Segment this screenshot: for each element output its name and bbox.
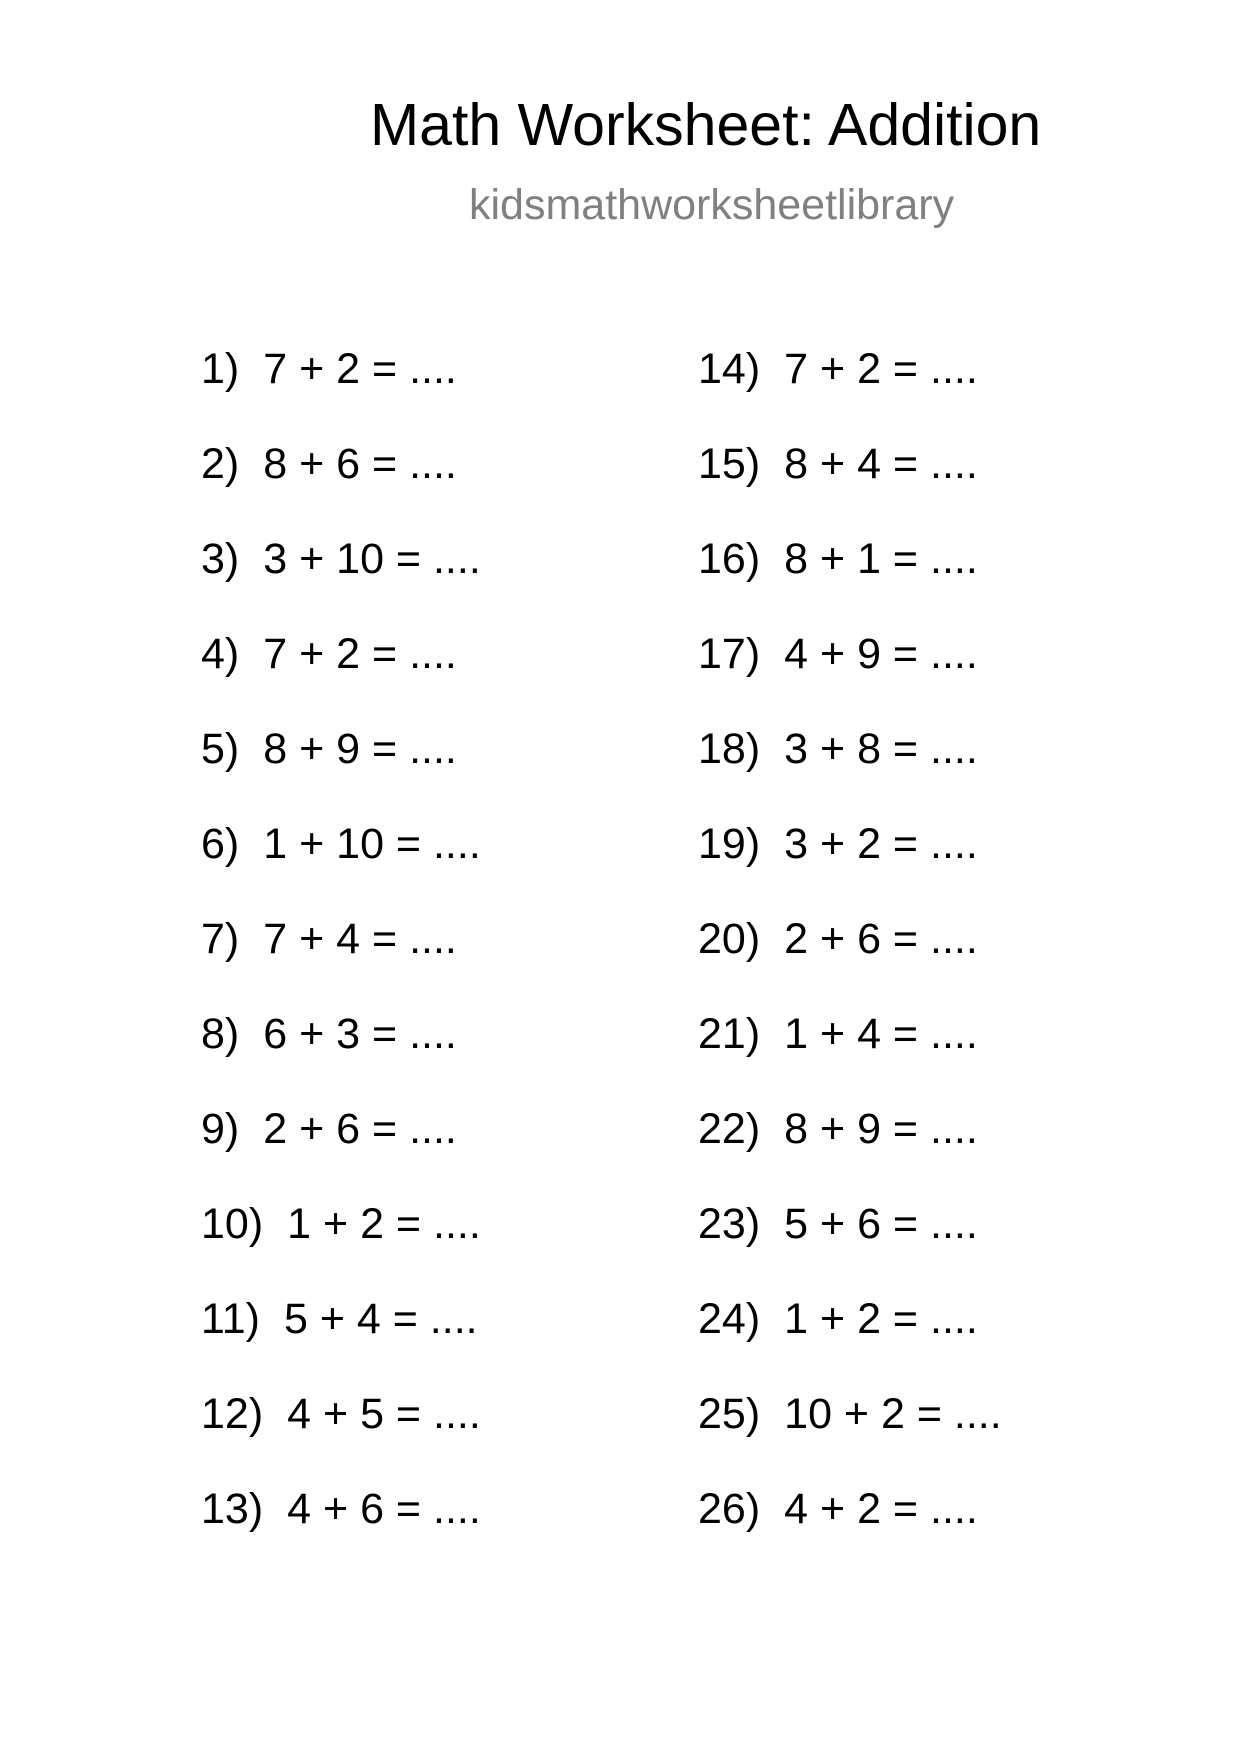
problem-expression: 6 + 3 = .... xyxy=(263,1010,457,1058)
problem-number: 20) xyxy=(698,915,761,963)
problem-number: 16) xyxy=(698,535,761,583)
problem-expression: 4 + 5 = .... xyxy=(287,1390,481,1438)
problem-expression: 1 + 4 = .... xyxy=(784,1010,978,1058)
problem-number: 12) xyxy=(201,1390,264,1438)
page-subtitle: kidsmathworksheetlibrary xyxy=(469,181,955,229)
problem-number: 2) xyxy=(201,440,240,488)
problem-number: 25) xyxy=(698,1390,761,1438)
problem-item xyxy=(698,1295,1002,1393)
problem-expression: 1 + 2 = .... xyxy=(784,1295,978,1343)
problem-number: 18) xyxy=(698,725,761,773)
problem-expression: 7 + 2 = .... xyxy=(263,630,457,678)
problem-item xyxy=(201,1010,481,1108)
problem-number: 14) xyxy=(698,345,761,393)
problem-number: 1) xyxy=(201,345,240,393)
problem-item xyxy=(201,345,481,443)
problem-item xyxy=(698,345,1002,443)
problem-item xyxy=(201,440,481,538)
problem-item xyxy=(201,820,481,918)
problem-item xyxy=(201,725,481,823)
problem-expression: 1 + 2 = .... xyxy=(287,1200,481,1248)
problem-item xyxy=(201,1485,481,1583)
problem-item xyxy=(698,820,1002,918)
problem-number: 13) xyxy=(201,1485,264,1533)
problem-number: 8) xyxy=(201,1010,240,1058)
problem-number: 26) xyxy=(698,1485,761,1533)
problem-item xyxy=(698,725,1002,823)
problem-number: 5) xyxy=(201,725,240,773)
problem-number: 6) xyxy=(201,820,240,868)
problem-item xyxy=(201,915,481,1013)
problem-number: 19) xyxy=(698,820,761,868)
problem-expression: 5 + 6 = .... xyxy=(784,1200,978,1248)
problem-expression: 7 + 2 = .... xyxy=(784,345,978,393)
problem-item xyxy=(698,1390,1002,1488)
problem-item xyxy=(201,1295,481,1393)
problem-expression: 8 + 1 = .... xyxy=(784,535,978,583)
problem-item xyxy=(698,915,1002,1013)
problem-number: 9) xyxy=(201,1105,240,1153)
problem-number: 22) xyxy=(698,1105,761,1153)
problem-number: 7) xyxy=(201,915,240,963)
page-title: Math Worksheet: Addition xyxy=(370,92,1042,158)
problem-column-left xyxy=(201,345,481,1583)
problem-item xyxy=(698,535,1002,633)
problem-item xyxy=(698,1200,1002,1298)
problem-expression: 4 + 2 = .... xyxy=(784,1485,978,1533)
problem-item xyxy=(698,1485,1002,1583)
problem-item xyxy=(201,1200,481,1298)
problem-number: 3) xyxy=(201,535,240,583)
problem-expression: 4 + 9 = .... xyxy=(784,630,978,678)
problem-expression: 1 + 10 = .... xyxy=(263,820,481,868)
problem-number: 24) xyxy=(698,1295,761,1343)
problem-expression: 8 + 4 = .... xyxy=(784,440,978,488)
problem-number: 4) xyxy=(201,630,240,678)
problem-item xyxy=(698,440,1002,538)
problem-expression: 8 + 6 = .... xyxy=(263,440,457,488)
problem-item xyxy=(201,1390,481,1488)
problem-expression: 2 + 6 = .... xyxy=(263,1105,457,1153)
problem-expression: 2 + 6 = .... xyxy=(784,915,978,963)
problem-item xyxy=(698,1010,1002,1108)
problem-item xyxy=(698,1105,1002,1203)
problem-expression: 8 + 9 = .... xyxy=(784,1105,978,1153)
problem-expression: 3 + 10 = .... xyxy=(263,535,481,583)
problem-expression: 7 + 4 = .... xyxy=(263,915,457,963)
problem-item xyxy=(201,1105,481,1203)
problem-expression: 8 + 9 = .... xyxy=(263,725,457,773)
problem-expression: 4 + 6 = .... xyxy=(287,1485,481,1533)
problem-item xyxy=(201,535,481,633)
problem-expression: 3 + 8 = .... xyxy=(784,725,978,773)
problem-column-right xyxy=(698,345,1002,1583)
problem-number: 17) xyxy=(698,630,761,678)
problem-expression: 3 + 2 = .... xyxy=(784,820,978,868)
problem-item xyxy=(698,630,1002,728)
problem-item xyxy=(201,630,481,728)
problem-number: 10) xyxy=(201,1200,264,1248)
problem-number: 23) xyxy=(698,1200,761,1248)
problem-number: 15) xyxy=(698,440,761,488)
problem-expression: 10 + 2 = .... xyxy=(784,1390,1002,1438)
problem-expression: 7 + 2 = .... xyxy=(263,345,457,393)
problem-number: 21) xyxy=(698,1010,761,1058)
problem-expression: 5 + 4 = .... xyxy=(283,1295,478,1343)
problem-number: 11) xyxy=(201,1295,260,1343)
